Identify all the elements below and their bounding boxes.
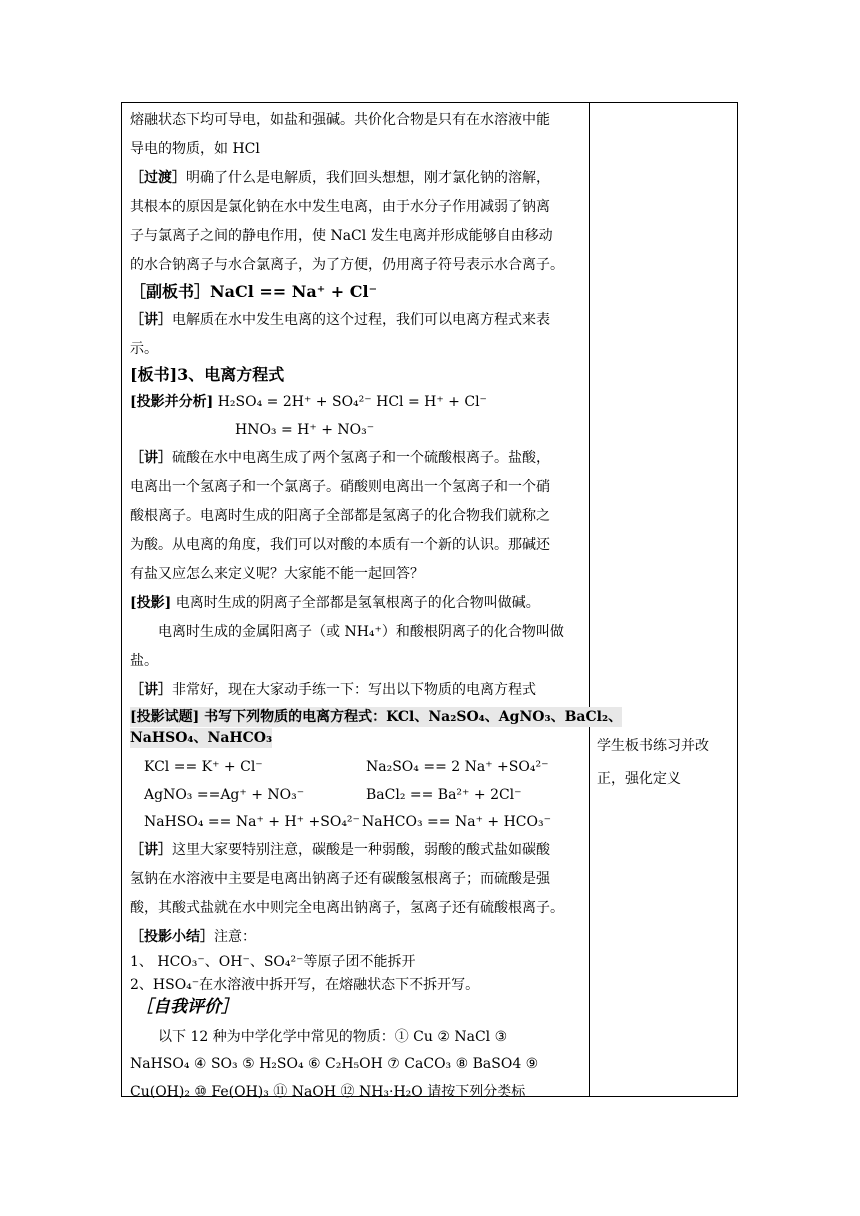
text-line: ［副板书］NaCl == Na⁺ + Cl⁻	[130, 282, 378, 301]
text-line: NaHCO₃ == Na⁺ + HCO₃⁻	[362, 814, 551, 830]
text-line: ［讲］硫酸在水中电离生成了两个氢离子和一个硫酸根离子。盐酸，	[130, 450, 550, 466]
text-line: 电离出一个氢离子和一个氯离子。硝酸则电离出一个氢离子和一个硝	[130, 479, 550, 495]
text-line: 示。	[130, 341, 158, 357]
text-line: ［讲］这里大家要特别注意，碳酸是一种弱酸，弱酸的酸式盐如碳酸	[130, 842, 550, 858]
side-note-line: 学生板书练习并改	[597, 738, 709, 754]
text-line: ［过渡］明确了什么是电解质，我们回头想想，刚才氯化钠的溶解，	[130, 170, 550, 186]
text-line: 的水合钠离子与水合氯离子，为了方便，仍用离子符号表示水合离子。	[130, 257, 564, 273]
text-line: 2、HSO₄⁻在水溶液中拆开写，在熔融状态下不拆开写。	[130, 977, 480, 993]
text-line: HNO₃ = H⁺ + NO₃⁻	[235, 422, 375, 438]
text-line: 以下 12 种为中学化学中常见的物质：① Cu ② NaCl ③	[158, 1029, 508, 1045]
text-line: 其根本的原因是氯化钠在水中发生电离，由于水分子作用减弱了钠离	[130, 199, 550, 215]
text-line: NaHSO₄ ④ SO₃ ⑤ H₂SO₄ ⑥ C₂H₅OH ⑦ CaCO₃ ⑧ BaSO4 ⑨	[130, 1056, 539, 1072]
text-line: 酸根离子。电离时生成的阳离子全部都是氢离子的化合物我们就称之	[130, 508, 550, 524]
side-note-line: 正，强化定义	[597, 771, 681, 787]
text-line: 1、 HCO₃⁻、OH⁻、SO₄²⁻等原子团不能拆开	[130, 954, 416, 970]
text-line: AgNO₃ ==Ag⁺ + NO₃⁻	[144, 787, 305, 803]
text-line: ［讲］电解质在水中发生电离的这个过程，我们可以电离方程式来表	[130, 312, 550, 328]
text-line: 电离时生成的金属阳离子（或 NH₄⁺）和酸根阴离子的化合物叫做	[158, 624, 564, 640]
text-line: BaCl₂ == Ba²⁺ + 2Cl⁻	[366, 787, 522, 803]
text-line: KCl == K⁺ + Cl⁻	[144, 759, 263, 775]
side-note	[597, 730, 733, 796]
text-line: [板书]3、电离方程式	[130, 365, 285, 384]
text-line: 熔融状态下均可导电，如盐和强碱。共价化合物是只有在水溶液中能	[130, 112, 550, 128]
text-line: 子与氯离子之间的静电作用，使 NaCl 发生电离并形成能够自由移动	[130, 228, 553, 244]
text-line: 酸，其酸式盐就在水中则完全电离出钠离子，氢离子还有硫酸根离子。	[130, 900, 564, 916]
text-line: 氢钠在水溶液中主要是电离出钠离子还有碳酸氢根离子；而硫酸是强	[130, 871, 550, 887]
text-line: 为酸。从电离的角度，我们可以对酸的本质有一个新的认识。那碱还	[130, 537, 550, 553]
text-line: NaHSO₄ == Na⁺ + H⁺ +SO₄²⁻	[144, 814, 360, 830]
text-line: [投影试题] 书写下列物质的电离方程式：KCl、Na₂SO₄、AgNO₃、BaCl₂、	[130, 709, 623, 725]
text-line: [投影并分析] H₂SO₄ = 2H⁺ + SO₄²⁻ HCl = H⁺ + Cl⁻	[130, 394, 487, 410]
text-line: [投影] 电离时生成的阴离子全部都是氢氧根离子的化合物叫做碱。	[130, 595, 540, 611]
self-evaluation-heading: ［自我评价］	[136, 997, 238, 1017]
text-line: NaHSO₄、NaHCO₃	[130, 730, 273, 746]
column-divider	[589, 102, 590, 1097]
text-line: Cu(OH)₂ ⑩ Fe(OH)₃ ⑪ NaOH ⑫ NH₃·H₂O 请按下列分类标	[130, 1084, 526, 1100]
text-line: 导电的物质，如 HCl	[130, 141, 260, 157]
text-line: 盐。	[130, 653, 158, 669]
text-line: Na₂SO₄ == 2 Na⁺ +SO₄²⁻	[366, 759, 549, 775]
text-line: ［投影小结］注意：	[130, 929, 256, 945]
text-line: ［讲］非常好，现在大家动手练一下：写出以下物质的电离方程式	[130, 682, 536, 698]
text-line: 有盐又应怎么来定义呢？大家能不能一起回答？	[130, 566, 424, 582]
